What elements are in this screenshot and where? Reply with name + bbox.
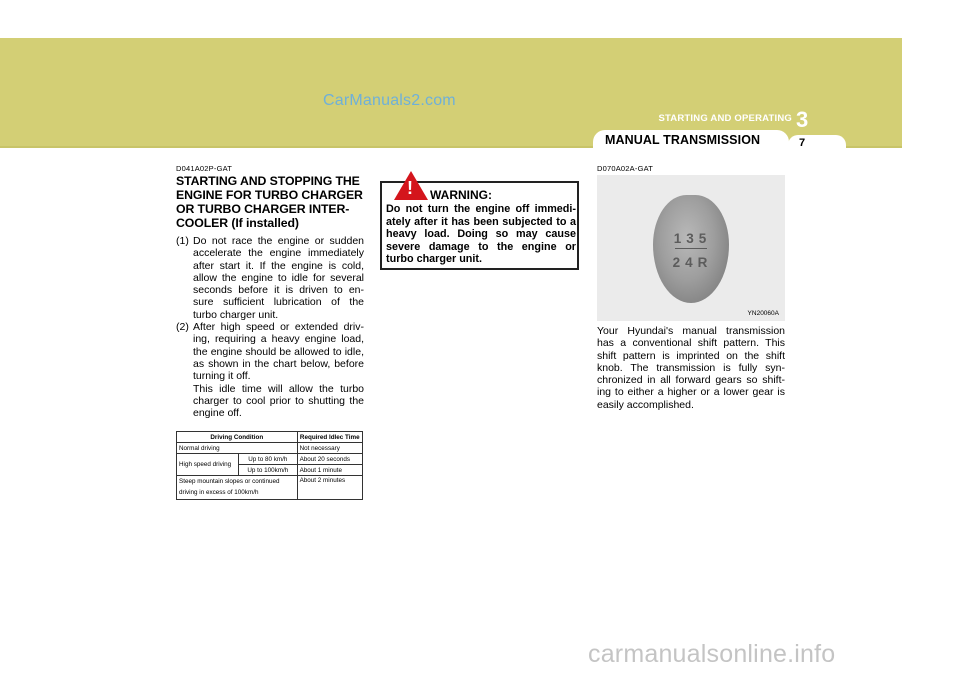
table-row [177,454,363,465]
page-number-tab [788,135,846,150]
list-item-text [193,321,364,419]
list-item-text-part2: This idle time will allow the turbo charger to cool prior to shutting the engine off. [193,382,364,420]
list-item [176,235,364,321]
shift-knob-image [597,175,785,321]
table-cell: About 1 minute [297,465,362,476]
shift-knob-icon [653,195,729,303]
table-cell: Not necessary [297,443,362,454]
image-caption: YN20060A [747,310,779,317]
idle-time-table [176,431,363,500]
warning-title: WARNING: [430,188,492,202]
table-cell: High speed driving [177,454,239,476]
table-cell: Up to 100km/h [239,465,298,476]
shift-pattern-bottom: 24R [672,255,713,270]
section-tab-label: MANUAL TRANSMISSION [605,133,761,147]
warning-box [380,178,579,270]
chapter-number: 3 [796,107,809,132]
shift-pattern-line [675,248,707,249]
table-cell: About 2 minutes [297,476,362,500]
section-heading: STARTING AND STOPPING THE ENGINE FOR TURBO CHARGER OR TURBO CHARGER INTER-COOLER (If installed) [176,174,363,230]
table-cell-line: driving in excess of 100km/h [179,489,259,496]
section-code: D070A02A-GAT [597,164,654,173]
chapter-title: STARTING AND OPERATING [658,113,792,124]
table-cell-line: Steep mountain slopes or continued [179,478,280,485]
watermark-link[interactable]: CarManuals2.com [323,92,456,109]
section-code: D041A02P-GAT [176,164,233,173]
table-header-condition: Driving Condition [177,432,298,443]
table-cell: Up to 80 km/h [239,454,298,465]
page-number: 7 [799,137,806,149]
turbo-section [176,164,364,419]
transmission-code-block [597,164,787,173]
instruction-list [176,235,364,419]
warning-body: Do not turn the engine off immedi-ately after it has been subjected to a heavy load. Doing so may cause severe damage to the engine or turbo charger unit. [386,203,576,266]
shift-pattern-top: 135 [673,231,712,246]
table-cell: About 20 seconds [297,454,362,465]
table-header-row [177,432,363,443]
table-header-time: Required Idlec Time [297,432,362,443]
warning-exclamation: ! [407,178,413,198]
watermark-footer[interactable]: carmanualsonline.info [588,640,836,668]
list-item [176,321,364,419]
list-item-number: (2) [176,321,189,334]
list-item-text-part1: After high speed or extended driv-ing, requiring a heavy engine load, the engine should be allowed to idle, as shown in the chart below, before turning it off. [193,321,364,383]
table-cell: Normal driving [177,443,298,454]
table-row [177,476,363,500]
table-cell [177,476,298,500]
list-item-number: (1) [176,235,189,247]
transmission-paragraph: Your Hyundai's manual transmission has a conventional shift pattern. This shift pattern is imprinted on the shift knob. The transmission is fully syn-chronized in all forward gears so shift-ing to either a higher or a lower gear is easily accomplished. [597,325,785,411]
table-row [177,443,363,454]
list-item-text: Do not race the engine or sudden accelerate the engine immediately after start it. If the engine is cold, allow the engine to idle for several seconds before it is driven to en-sure sufficient lubrication of the turbo charger unit. [193,235,364,321]
